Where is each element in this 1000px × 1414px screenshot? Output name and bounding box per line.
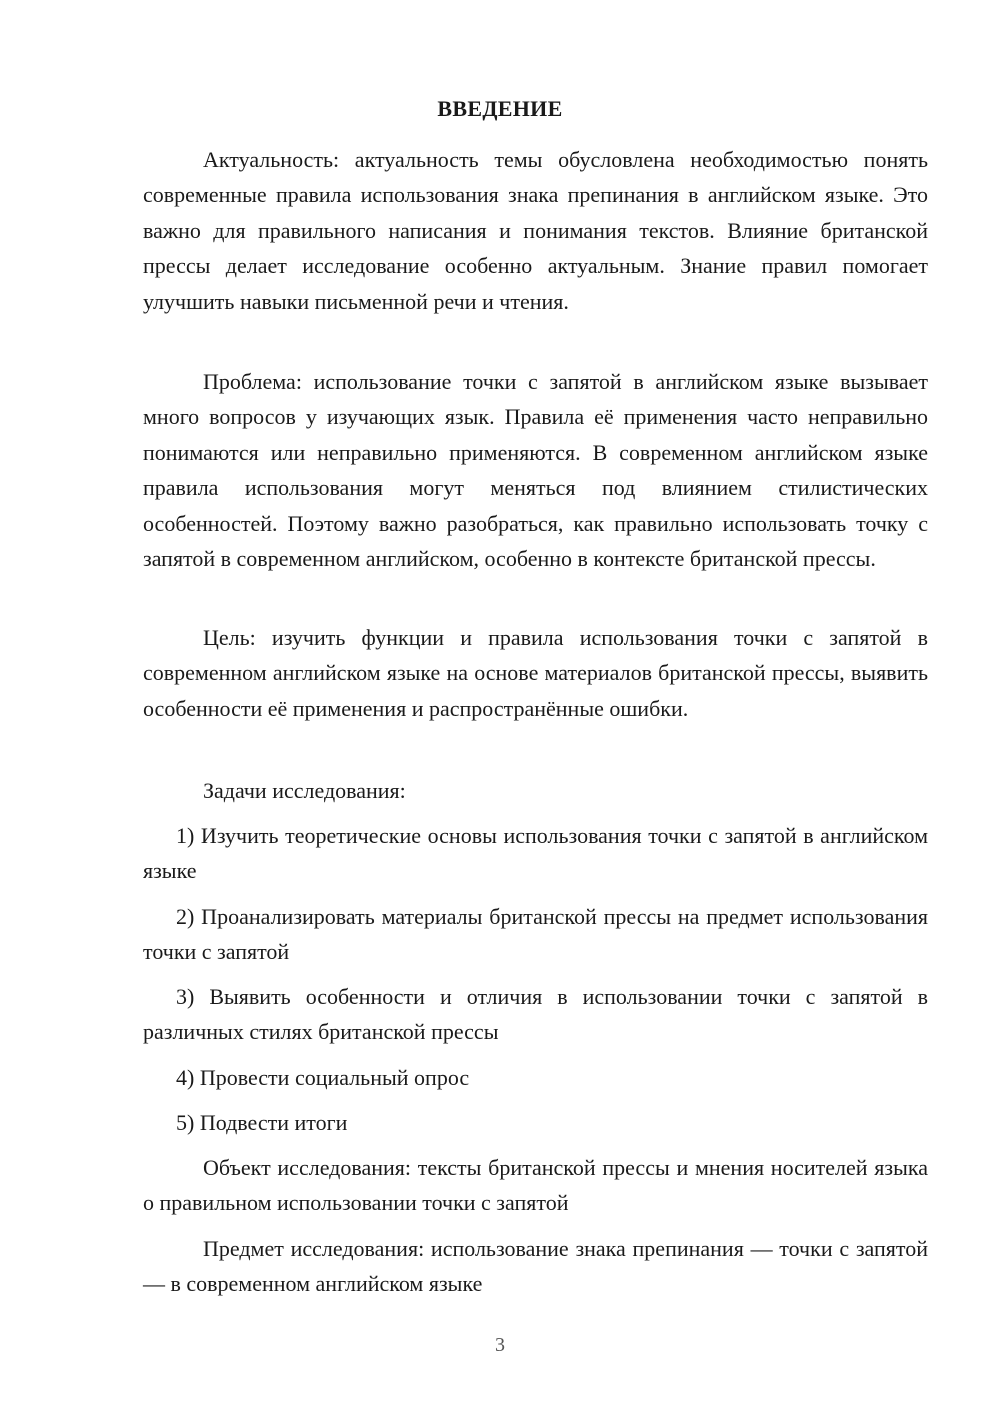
paragraph-object: Объект исследования: тексты британской прессы и мнения носителей языка о правильном использовании точки с запятой [143, 1155, 928, 1216]
task-item-2: 2) Проанализировать материалы британской прессы на предмет использования точки с запятой [143, 904, 928, 965]
paragraph-relevance: Актуальность: актуальность темы обусловлена необходимостью понять современные правила использования знака препинания в английском языке. Это важно для правильного написания и понимания текстов. Влияние британской прессы делает исследование особенно актуальным. Знание правил помогает улучшить навыки письменной речи и чтения. [143, 147, 928, 314]
task-item-4: 4) Провести социальный опрос [176, 1065, 470, 1090]
task-item-1: 1) Изучить теоретические основы использования точки с запятой в английском языке [143, 823, 928, 884]
page-number: 3 [495, 1334, 505, 1356]
task-item-5: 5) Подвести итоги [176, 1110, 348, 1135]
task-item-3: 3) Выявить особенности и отличия в использовании точки с запятой в различных стилях британской прессы [143, 984, 928, 1045]
tasks-heading: Задачи исследования: [203, 778, 406, 803]
page-title: ВВЕДЕНИЕ [437, 96, 563, 121]
paragraph-goal: Цель: изучить функции и правила использования точки с запятой в современном английском языке на основе материалов британской прессы, выявить особенности её применения и распространённые ошибки. [143, 625, 928, 721]
paragraph-problem: Проблема: использование точки с запятой в английском языке вызывает много вопросов у изучающих язык. Правила её применения часто неправильно понимаются или неправильно применяются. В современном английском языке правила использования могут меняться под влиянием стилистических особенностей. Поэтому важно разобраться, как правильно использовать точку с запятой в современном английском, особенно в контексте британской прессы. [143, 369, 928, 572]
paragraph-subject: Предмет исследования: использование знака препинания — точки с запятой — в современном английском языке [143, 1236, 928, 1297]
